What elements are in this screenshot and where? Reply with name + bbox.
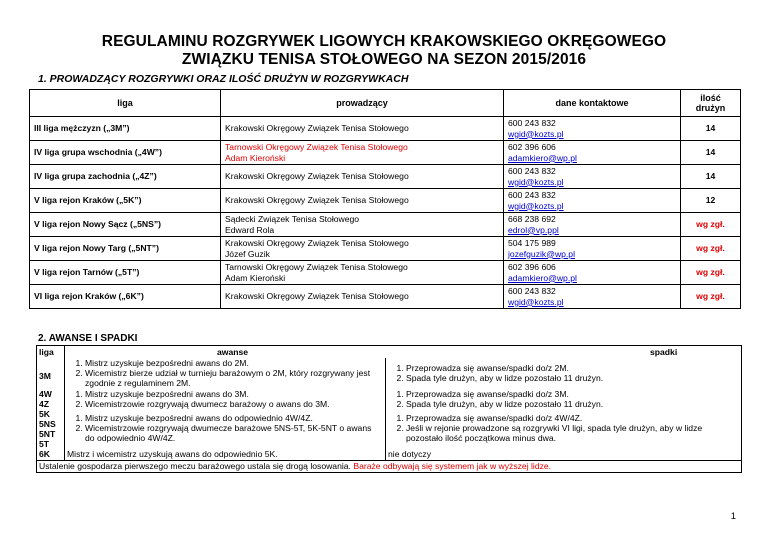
- table-header-row: [30, 90, 741, 117]
- list-item: 2. Wicemistrzowie rozgrywają dwumecz barażowy o awans do 3M.: [85, 399, 383, 409]
- team-count: 14: [705, 147, 716, 158]
- team-count: wg zgł.: [696, 219, 725, 230]
- awanse-header-liga: liga: [39, 347, 54, 357]
- table-row: [30, 261, 741, 285]
- contact-phone: 668 238 692: [508, 214, 556, 224]
- team-count: wg zgł.: [696, 291, 725, 302]
- list-item: 2. Jeśli w rejonie prowadzone są rozgrywki VI ligi, spada tyle drużyn, aby w lidze pozostało ilość początkowa minus dwa.: [406, 423, 738, 443]
- cell-liga: [30, 237, 221, 261]
- cell-count: [681, 141, 741, 165]
- contact-phone: 602 396 606: [508, 262, 556, 272]
- awanse-header-awanse: awanse: [217, 347, 249, 357]
- liga-name: IV liga grupa zachodnia („4Z”): [34, 171, 157, 182]
- awanse-liga-3m: 3M: [39, 371, 51, 381]
- awanse-6k-awanse: Mistrz i wicemistrz uzyskują awans do odpowiednio 5K.: [67, 449, 278, 459]
- divider: [385, 358, 386, 460]
- header-kontakt: dane kontaktowe: [504, 90, 681, 117]
- cell-kontakt: [504, 285, 681, 309]
- awanse-liga-5ns: 5NS: [39, 419, 56, 429]
- cell-count: [681, 261, 741, 285]
- prowadzacy-org: Krakowski Okręgowy Związek Tenisa Stołowego: [225, 195, 409, 206]
- contact-email-link[interactable]: wgid@kozts.pl: [508, 200, 564, 211]
- awanse-header-spadki: spadki: [650, 347, 678, 357]
- cell-liga: [30, 213, 221, 237]
- contact-email-link[interactable]: adamkiero@wp.pl: [508, 272, 577, 283]
- prowadzacy-org: Sądecki Związek Tenisa Stołowego: [225, 214, 360, 224]
- team-count: 14: [705, 123, 716, 134]
- contact-phone: 600 243 832: [508, 286, 556, 296]
- table-row: [30, 165, 741, 189]
- liga-name: VI liga rejon Kraków („6K”): [34, 291, 144, 302]
- cell-liga: [30, 165, 221, 189]
- cell-liga: [30, 261, 221, 285]
- cell-kontakt: [504, 237, 681, 261]
- header-prowadzacy: prowadzący: [221, 90, 504, 117]
- cell-count: [681, 213, 741, 237]
- awanse-liga-5nt: 5NT: [39, 429, 56, 439]
- table-row: [30, 117, 741, 141]
- cell-prowadzacy: [221, 141, 504, 165]
- contact-email-link[interactable]: wgid@kozts.pl: [508, 128, 564, 139]
- contact-phone: 602 396 606: [508, 142, 556, 152]
- team-count: wg zgł.: [696, 267, 725, 278]
- awanse-5-spadki: [388, 413, 738, 443]
- liga-name: IV liga grupa wschodnia („4W”): [34, 147, 162, 158]
- cell-prowadzacy: [221, 261, 504, 285]
- prowadzacy-org: Krakowski Okręgowy Związek Tenisa Stołowego: [225, 123, 409, 134]
- team-count: wg zgł.: [696, 243, 725, 254]
- awanse-liga-4w: 4W: [39, 389, 52, 399]
- contact-phone: 600 243 832: [508, 118, 556, 128]
- list-item: 2. Spada tyle drużyn, aby w lidze pozostało 11 drużyn.: [406, 373, 738, 383]
- leagues-table: [29, 89, 741, 309]
- header-liga: liga: [30, 90, 221, 117]
- cell-liga: [30, 117, 221, 141]
- list-item: 1. Przeprowadza się awanse/spadki do/z 2M.: [406, 363, 738, 373]
- cell-count: [681, 165, 741, 189]
- cell-count: [681, 237, 741, 261]
- cell-kontakt: [504, 141, 681, 165]
- cell-kontakt: [504, 261, 681, 285]
- list-item: 1. Mistrz uzyskuje bezpośredni awans do 3M.: [85, 389, 383, 399]
- awanse-3m-awanse: [67, 358, 383, 388]
- list-item: 2. Wicemistrz bierze udział w turnieju barażowym o 2M, który rozgrywany jest zgodnie z regulaminem 2M.: [85, 368, 383, 388]
- liga-name: V liga rejon Kraków („5K”): [34, 195, 142, 206]
- liga-name: V liga rejon Nowy Targ („5NT”): [34, 243, 159, 254]
- awanse-liga-4z: 4Z: [39, 399, 50, 409]
- cell-kontakt: [504, 165, 681, 189]
- header-ilosc: [681, 90, 741, 117]
- liga-name: V liga rejon Nowy Sącz („5NS”): [34, 219, 162, 230]
- table-row: [30, 237, 741, 261]
- team-count: 12: [705, 195, 716, 206]
- cell-prowadzacy: [221, 285, 504, 309]
- awanse-6k-spadki: nie dotyczy: [388, 449, 431, 459]
- awanse-note-text: Ustalenie gospodarza pierwszego meczu barażowego ustala się drogą losowania.: [39, 461, 351, 471]
- prowadzacy-org: Tarnowski Okręgowy Związek Tenisa Stołowego: [225, 262, 408, 272]
- contact-email-link[interactable]: jozefguzik@wp.pl: [508, 248, 576, 259]
- awanse-note-red: Baraże odbywają się systemem jak w wyższej lidze.: [353, 461, 552, 471]
- list-item: 2. Wicemistrzowie rozgrywają dwumecze barażowe 5NS-5T, 5K-5NT o awans do odpowiednio 4W/4Z.: [85, 423, 383, 443]
- liga-name: V liga rejon Tarnów („5T”): [34, 267, 140, 278]
- table-row: [30, 285, 741, 309]
- prowadzacy-person: Józef Guzik: [225, 248, 270, 259]
- cell-liga: [30, 141, 221, 165]
- awanse-5-awanse: [67, 413, 383, 443]
- prowadzacy-org: Tarnowski Okręgowy Związek Tenisa Stołowego: [225, 142, 408, 152]
- awanse-table: [36, 345, 742, 473]
- cell-kontakt: [504, 189, 681, 213]
- awanse-3m-spadki: [388, 363, 738, 383]
- cell-kontakt: [504, 117, 681, 141]
- table-row: [30, 141, 741, 165]
- contact-phone: 600 243 832: [508, 190, 556, 200]
- contact-email-link[interactable]: wgid@kozts.pl: [508, 176, 564, 187]
- cell-count: [681, 117, 741, 141]
- awanse-4-awanse: [67, 389, 383, 409]
- list-item: 1. Mistrz uzyskuje bezpośredni awans do 2M.: [85, 358, 383, 368]
- table-row: [30, 189, 741, 213]
- list-item: 1. Przeprowadza się awanse/spadki do/z 3M.: [406, 389, 738, 399]
- team-count: 14: [705, 171, 716, 182]
- awanse-note: [39, 461, 551, 471]
- cell-prowadzacy: [221, 165, 504, 189]
- prowadzacy-person: Adam Kieroński: [225, 272, 286, 283]
- prowadzacy-org: Krakowski Okręgowy Związek Tenisa Stołowego: [225, 238, 409, 248]
- contact-email-link[interactable]: wgid@kozts.pl: [508, 296, 564, 307]
- list-item: 2. Spada tyle drużyn, aby w lidze pozostało 11 drużyn.: [406, 399, 738, 409]
- list-item: 1. Mistrz uzyskuje bezpośredni awans do odpowiednio 4W/4Z.: [85, 413, 383, 423]
- cell-liga: [30, 285, 221, 309]
- table-row: [30, 213, 741, 237]
- awanse-4-spadki: [388, 389, 738, 409]
- page-number: 1: [730, 511, 736, 522]
- header-ilosc-line1: ilość: [700, 92, 721, 103]
- section-2-heading: 2. AWANSE I SPADKI: [38, 333, 138, 344]
- divider: [64, 346, 65, 460]
- cell-kontakt: [504, 213, 681, 237]
- prowadzacy-person: Edward Rola: [225, 224, 275, 235]
- awanse-liga-5t: 5T: [39, 439, 50, 449]
- awanse-liga-5k: 5K: [39, 409, 50, 419]
- section-1-heading: 1. PROWADZĄCY ROZGRYWKI ORAZ ILOŚĆ DRUŻYN W ROZGRYWKACH: [38, 73, 409, 85]
- awanse-liga-4: [39, 389, 52, 409]
- liga-name: III liga mężczyzn („3M”): [34, 123, 130, 134]
- cell-count: [681, 189, 741, 213]
- prowadzacy-person: Adam Kieroński: [225, 152, 286, 163]
- cell-prowadzacy: [221, 117, 504, 141]
- contact-email-link[interactable]: adamkiero@wp.pl: [508, 152, 577, 163]
- prowadzacy-org: Krakowski Okręgowy Związek Tenisa Stołowego: [225, 291, 409, 302]
- document-title-line2: ZWIĄZKU TENISA STOŁOWEGO NA SEZON 2015/2016: [181, 51, 587, 68]
- contact-email-link[interactable]: edrol@vp.ppl: [508, 224, 559, 235]
- header-ilosc-line2: drużyn: [695, 103, 726, 113]
- cell-prowadzacy: [221, 237, 504, 261]
- cell-prowadzacy: [221, 213, 504, 237]
- awanse-liga-5: [39, 409, 56, 449]
- document-title-line1: REGULAMINU ROZGRYWEK LIGOWYCH KRAKOWSKIEGO OKRĘGOWEGO: [101, 33, 667, 50]
- awanse-liga-6k: 6K: [39, 449, 50, 459]
- contact-phone: 504 175 989: [508, 238, 556, 248]
- prowadzacy-org: Krakowski Okręgowy Związek Tenisa Stołowego: [225, 171, 409, 182]
- cell-liga: [30, 189, 221, 213]
- cell-prowadzacy: [221, 189, 504, 213]
- cell-count: [681, 285, 741, 309]
- contact-phone: 600 243 832: [508, 166, 556, 176]
- list-item: 1. Przeprowadza się awanse/spadki do/z 4W/4Z.: [406, 413, 738, 423]
